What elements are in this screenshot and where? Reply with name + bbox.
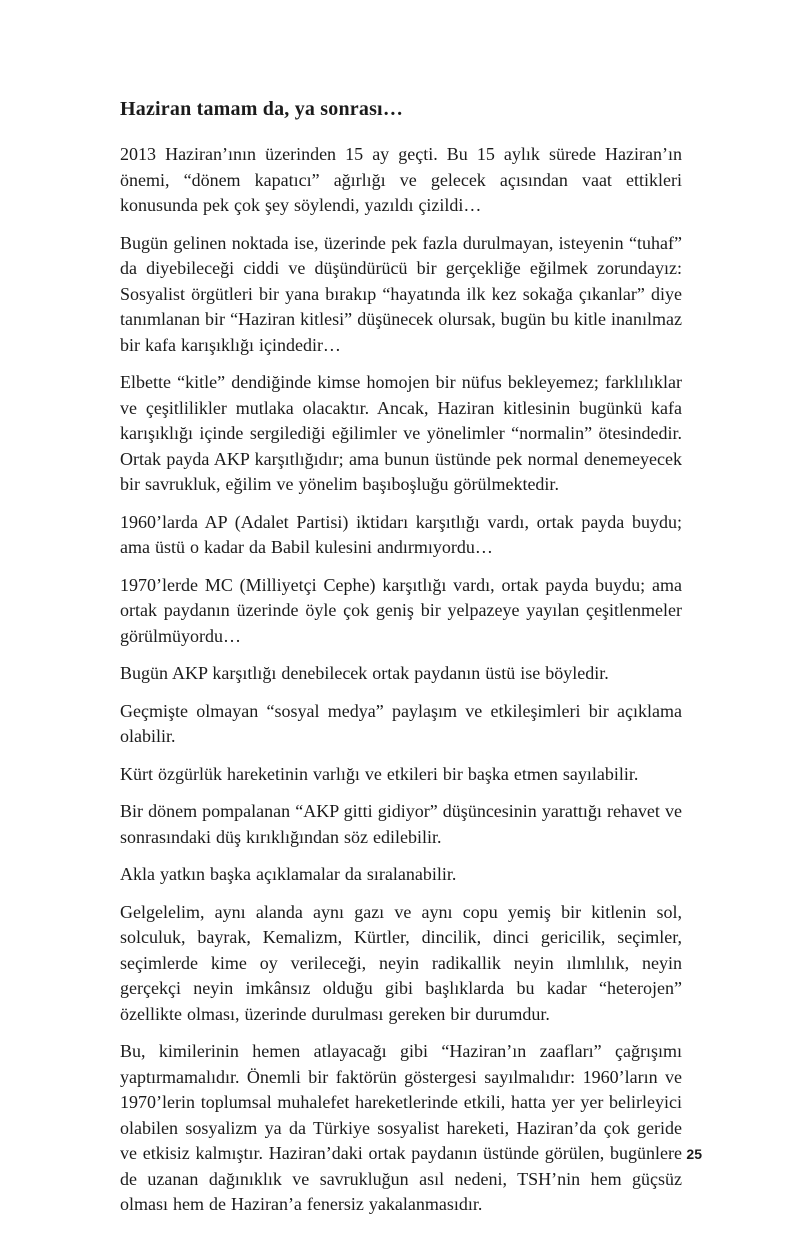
paragraph: 1960’larda AP (Adalet Partisi) iktidarı karşıtlığı vardı, ortak payda buydu; ama üstü o kadar da Babil kulesini andırmıyordu… (120, 511, 682, 557)
paragraph: Bu, kimilerinin hemen atlayacağı gibi “Haziran’ın zaafları” çağrışımı yaptırmamalıdır. Önemli bir faktörün göstergesi sayılmalıdır: 1960’ların ve 1970’lerin toplumsal muhalefet hareketlerinde etkili, hatta yer yer belirleyici olabilen sosyalizm ya da Türkiye sosyalist hareketi, Haziran’da çok geride ve etkisiz kalmıştır. Haziran’daki ortak paydanın üstünde görülen, bugünlere de uzanan dağınıklık ve savrukluğun asıl nedeni, TSH’nin hem güçsüz olması hem de Haziran’a fenersiz yakalanmasıdır. (120, 1041, 682, 1214)
paragraph: Elbette “kitle” dendiğinde kimse homojen bir nüfus bekleyemez; farklılıklar ve çeşitlilikler mutlaka olacaktır. Ancak, Haziran kitlesinin bugünkü kafa karışıklığı içinde sergilediği eğilimler ve yönelimler “normalin” ötesindedir. Ortak payda AKP karşıtlığıdır; ama bunun üstünde pek normal denemeyecek bir savrukluk, eğilim ve yönelim başıboşluğu görülmektedir. (120, 372, 682, 494)
paragraph: Bugün AKP karşıtlığı denebilecek ortak paydanın üstü ise böyledir. (120, 663, 609, 683)
page-title: Haziran tamam da, ya sonrası… (120, 98, 404, 120)
paragraph: Kürt özgürlük hareketinin varlığı ve etkileri bir başka etmen sayılabilir. (120, 763, 639, 784)
paragraph: Akla yatkın başka açıklamalar da sıralanabilir. (120, 864, 457, 884)
paragraph: 2013 Haziran’ının üzerinden 15 ay geçti. Bu 15 aylık sürede Haziran’ın önemi, “dönem kapatıcı” ağırlığı ve gelecek açısından vaat ettikleri konusunda pek çok şey söylendi, yazıldı çizildi… (120, 144, 682, 215)
book-page (120, 96, 682, 1230)
paragraph: Bugün gelinen noktada ise, üzerinde pek fazla durulmayan, isteyenin “tuhaf” da diyebileceği ciddi ve düşündürücü bir gerçekliğe eğilmek zorundayız: Sosyalist örgütleri bir yana bırakıp “hayatında ilk kez sokağa çıkanlar” diye tanımlanan bir “Haziran kitlesi” düşünecek olursak, bugün bu kitle inanılmaz bir kafa karışıklığı içindedir… (120, 232, 682, 355)
paragraph: Gelgelelim, aynı alanda aynı gazı ve aynı copu yemiş bir kitlenin sol, solculuk, bayrak, Kemalizm, Kürtler, dincilik, dinci gericilik, seçimler, seçimlerde kime oy verileceği, neyin radikallik neyin ılımlılık, neyin gerçekçi neyin imkânsız olduğu gibi başlıklarda bu kadar “heterojen” özellikte olması, üzerinde durulması gereken bir durumdur. (120, 901, 682, 1024)
paragraph: Bir dönem pompalanan “AKP gitti gidiyor” düşüncesinin yarattığı rehavet ve sonrasındaki düş kırıklığından söz edilebilir. (120, 801, 682, 847)
paragraph: Geçmişte olmayan “sosyal medya” paylaşım ve etkileşimleri bir açıklama olabilir. (120, 700, 682, 746)
page-number: 25 (686, 1146, 702, 1162)
paragraph: 1970’lerde MC (Milliyetçi Cephe) karşıtlığı vardı, ortak payda buydu; ama ortak paydanın üzerinde öyle çok geniş bir yelpazeye yayılan çeşitlenmeler görülmüyordu… (120, 574, 682, 646)
